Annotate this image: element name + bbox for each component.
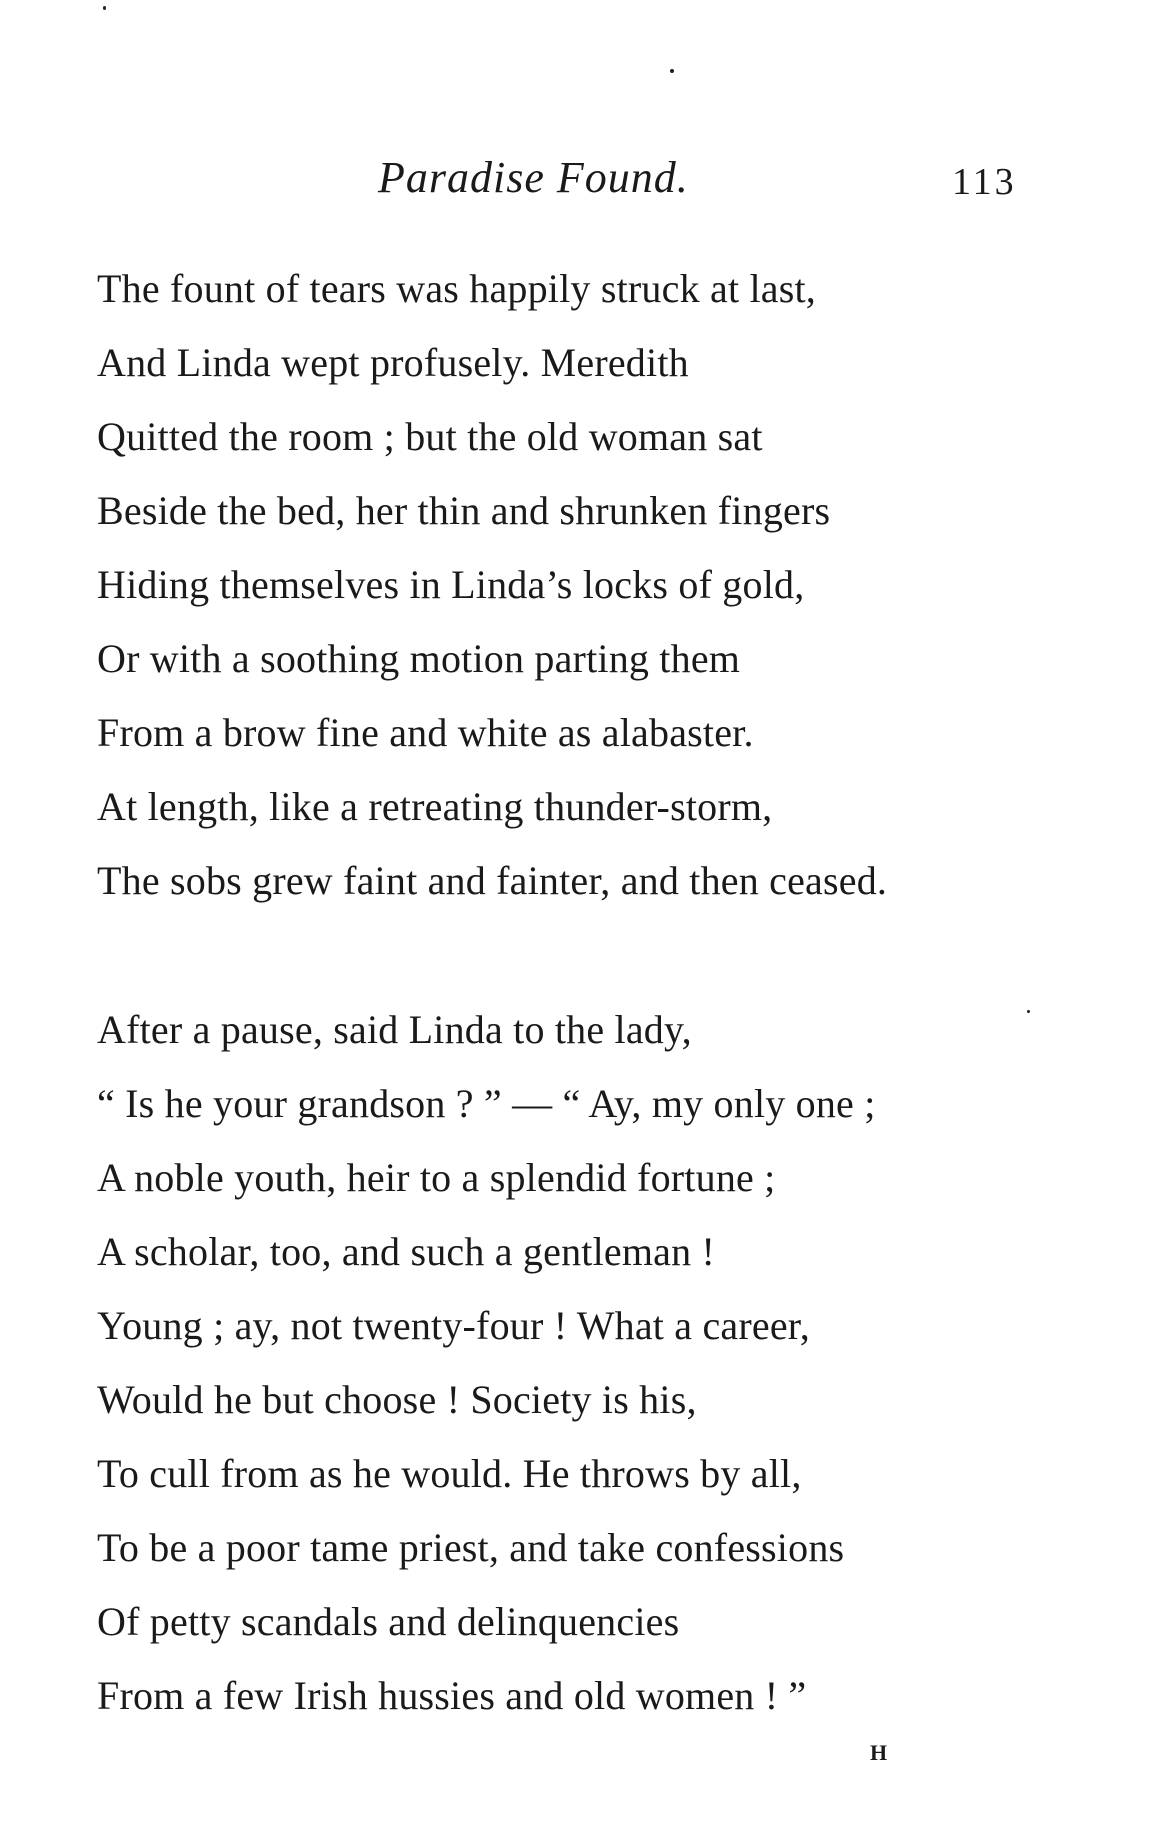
page-number: 113 bbox=[952, 161, 1017, 203]
signature-mark: H bbox=[870, 1740, 889, 1765]
verse-line: Or with a soothing motion parting them bbox=[97, 636, 741, 681]
verse-line: Would he but choose ! Society is his, bbox=[97, 1377, 697, 1422]
verse-line: After a pause, said Linda to the lady, bbox=[97, 1007, 692, 1052]
verse-line: “ Is he your grandson ? ” — “ Ay, my only one ; bbox=[97, 1081, 876, 1126]
verse-line: The sobs grew faint and fainter, and then ceased. bbox=[97, 858, 888, 903]
verse-line: To cull from as he would. He throws by all, bbox=[97, 1451, 802, 1496]
verse-line: And Linda wept profusely. Meredith bbox=[97, 340, 689, 385]
verse-line: The fount of tears was happily struck at last, bbox=[97, 266, 817, 311]
verse-line: Young ; ay, not twenty-four ! What a career, bbox=[97, 1303, 810, 1348]
verse-line: From a few Irish hussies and old women ! ” bbox=[97, 1673, 807, 1718]
ink-speck bbox=[103, 6, 106, 10]
verse-line: Hiding themselves in Linda’s locks of gold, bbox=[97, 562, 805, 607]
running-head bbox=[0, 148, 1174, 208]
verse-line: A noble youth, heir to a splendid fortune ; bbox=[97, 1155, 776, 1200]
verse-line: From a brow fine and white as alabaster. bbox=[97, 710, 754, 755]
running-title: Paradise Found. bbox=[378, 153, 689, 202]
verse-line: To be a poor tame priest, and take confessions bbox=[97, 1525, 845, 1570]
verse-line: Beside the bed, her thin and shrunken fingers bbox=[97, 488, 831, 533]
verse-line: Of petty scandals and delinquencies bbox=[97, 1599, 680, 1644]
stanza bbox=[97, 252, 1097, 918]
verse-line: A scholar, too, and such a gentleman ! bbox=[97, 1229, 716, 1274]
ink-speck bbox=[670, 69, 674, 73]
stanza bbox=[97, 993, 1097, 1733]
verse-line: At length, like a retreating thunder-storm, bbox=[97, 784, 773, 829]
verse-line: Quitted the room ; but the old woman sat bbox=[97, 414, 763, 459]
